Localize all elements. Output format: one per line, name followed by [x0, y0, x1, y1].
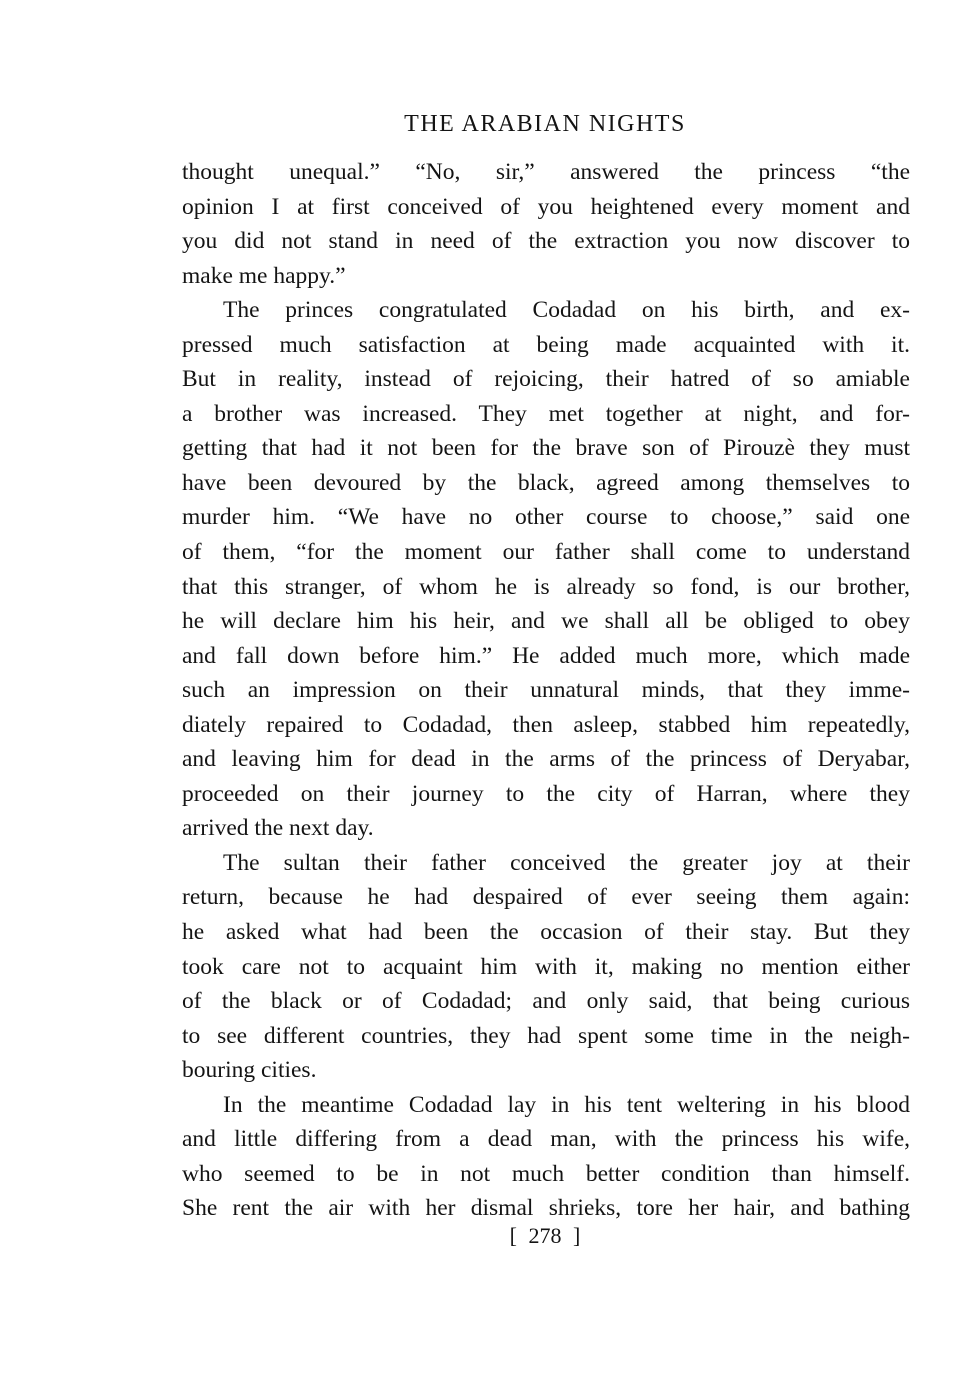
paragraph: [182, 293, 910, 846]
text-line: have been devoured by the black, agreed among themselves to: [182, 469, 910, 496]
text-line: opinion I at first conceived of you heightened every moment and: [182, 193, 910, 220]
text-line: arrived the next day.: [182, 815, 374, 842]
text-line: In the meantime Codadad lay in his tent weltering in his blood: [223, 1091, 910, 1118]
text-line: The sultan their father conceived the greater joy at their: [223, 849, 910, 876]
paragraph: [182, 1088, 910, 1226]
text-line: and leaving him for dead in the arms of the princess of Deryabar,: [182, 746, 910, 773]
body-text: [182, 155, 910, 1226]
text-line: But in reality, instead of rejoicing, their hatred of so amiable: [182, 366, 910, 393]
text-line: he asked what had been the occasion of their stay. But they: [182, 919, 910, 946]
text-line: you did not stand in need of the extraction you now discover to: [182, 228, 910, 255]
text-line: diately repaired to Codadad, then asleep, stabbed him repeatedly,: [182, 711, 910, 738]
text-line: he will declare him his heir, and we shall all be obliged to obey: [182, 608, 910, 635]
text-line: pressed much satisfaction at being made acquainted with it.: [182, 331, 910, 358]
text-line: thought unequal.” “No, sir,” answered the princess “the: [182, 159, 910, 185]
text-line: The princes congratulated Codadad on his birth, and ex-: [223, 297, 910, 324]
text-line: such an impression on their unnatural minds, that they imme-: [182, 677, 910, 704]
text-line: proceeded on their journey to the city of Harran, where they: [182, 780, 910, 807]
text-line: bouring cities.: [182, 1057, 317, 1084]
paragraph: [182, 846, 910, 1088]
running-head: THE ARABIAN NIGHTS: [404, 111, 686, 137]
text-line: who seemed to be in not much better condition than himself.: [182, 1160, 910, 1187]
text-line: of them, “for the moment our father shall come to understand: [182, 539, 910, 566]
text-line: murder him. “We have no other course to choose,” said one: [182, 504, 910, 531]
paragraph: [182, 155, 910, 293]
text-line: a brother was increased. They met together at night, and for-: [182, 400, 910, 427]
page-number: [ 278 ]: [509, 1223, 581, 1248]
text-line: and little differing from a dead man, with the princess his wife,: [182, 1126, 910, 1153]
text-line: and fall down before him.” He added much more, which made: [182, 642, 910, 669]
text-line: getting that had it not been for the brave son of Pirouzè they must: [182, 435, 910, 462]
text-line: She rent the air with her dismal shrieks, tore her hair, and bathing: [182, 1195, 910, 1222]
text-line: of the black or of Codadad; and only said, that being curious: [182, 988, 910, 1015]
text-line: return, because he had despaired of ever seeing them again:: [182, 884, 910, 911]
text-line: to see different countries, they had spent some time in the neigh-: [182, 1022, 910, 1049]
text-line: make me happy.”: [182, 262, 346, 289]
text-line: took care not to acquaint him with it, making no mention either: [182, 953, 910, 980]
text-line: that this stranger, of whom he is already so fond, is our brother,: [182, 573, 910, 600]
